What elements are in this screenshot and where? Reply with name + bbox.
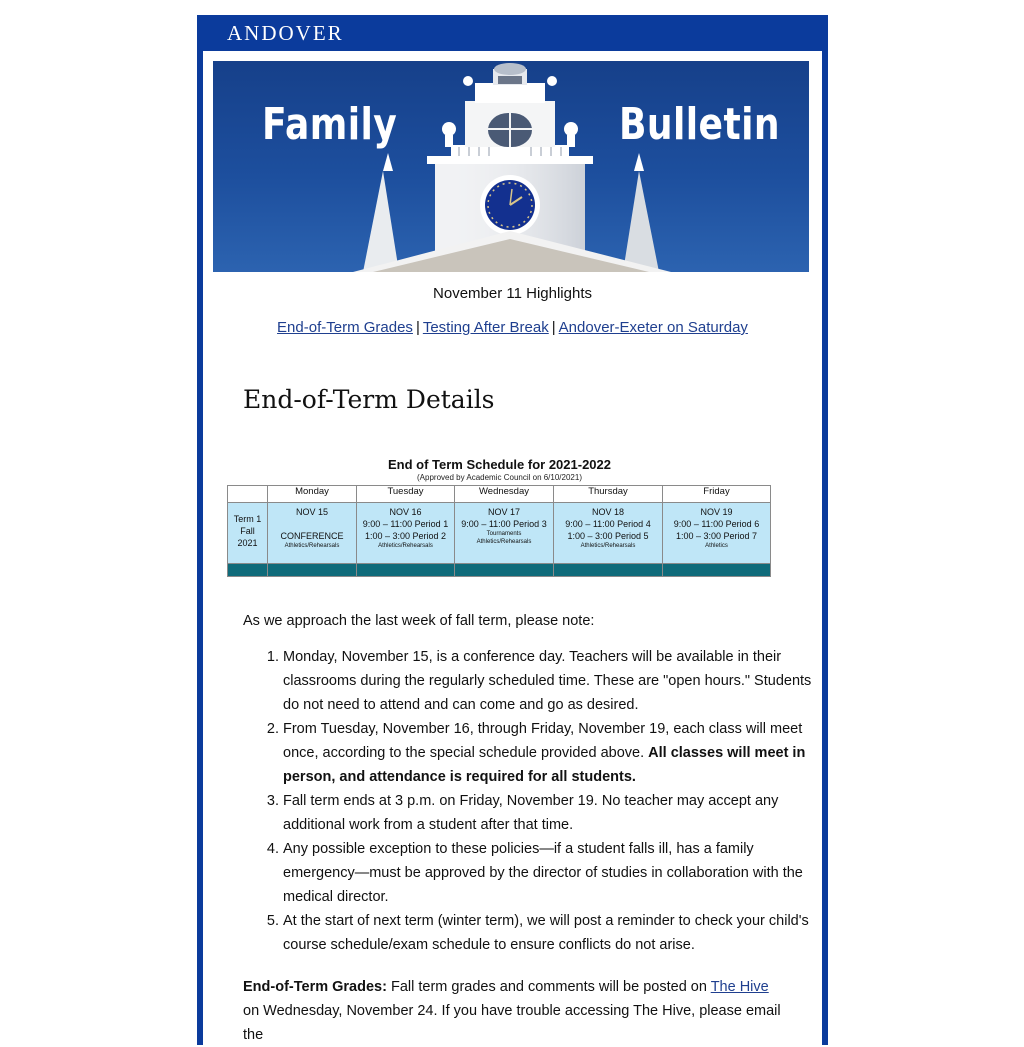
clock-tower-image (213, 61, 809, 272)
schedule-table (227, 485, 771, 577)
header-cell: Tuesday (357, 486, 455, 503)
header-cell: Friday (663, 486, 771, 503)
list-item: 2. From Tuesday, November 16, through Friday, November 19, each class will meet once, according to the special schedule provided above. All classes will meet in person, and attendance is required for all students. (283, 717, 828, 789)
section-title: End-of-Term Details (243, 385, 495, 414)
day-cell-wednesday: NOV 17 9:00 – 11:00 Period 3 Tournaments Athletics/Rehearsals (455, 503, 554, 564)
andover-logo: ANDOVER (227, 21, 344, 45)
schedule-image (227, 457, 772, 577)
header-cell: Thursday (554, 486, 663, 503)
link-testing-after-break[interactable]: Testing After Break (422, 319, 549, 336)
list-item: 3. Fall term ends at 3 p.m. on Friday, November 19. No teacher may accept any additional work from a student after that time. (283, 789, 828, 837)
list-item: 1. Monday, November 15, is a conference day. Teachers will be available in their classrooms during the regularly scheduled time. These are "open hours." Students do not need to attend and can come and go as desired. (283, 645, 828, 717)
header-cell: Monday (268, 486, 357, 503)
list-item: 5. At the start of next term (winter term), we will post a reminder to check your child's course schedule/exam schedule to ensure conflicts do not arise. (283, 909, 828, 957)
policy-list (243, 645, 828, 957)
term-label-cell: Term 1 Fall 2021 (228, 503, 268, 564)
list-item: 4. Any possible exception to these policies—if a student falls ill, has a family emergency—must be approved by the director of studies in collaboration with the medical director. (283, 837, 828, 909)
intro-paragraph: As we approach the last week of fall term, please note: (243, 613, 595, 629)
link-end-of-term-grades[interactable]: End-of-Term Grades (277, 319, 413, 336)
schedule-subtitle: (Approved by Academic Council on 6/10/2021) (417, 473, 582, 482)
day-cell-thursday: NOV 18 9:00 – 11:00 Period 4 1:00 – 3:00 Period 5 Athletics/Rehearsals (554, 503, 663, 564)
header-cell (228, 486, 268, 503)
header-cell: Wednesday (455, 486, 554, 503)
day-cell-monday: NOV 15 CONFERENCE Athletics/Rehearsals (268, 503, 357, 564)
link-separator: | (551, 319, 556, 336)
grades-label: End-of-Term Grades: (243, 979, 387, 995)
hero-title-bulletin: Bulletin (619, 99, 780, 150)
schedule-header-row (228, 486, 771, 503)
link-andover-exeter[interactable]: Andover-Exeter on Saturday (558, 319, 748, 336)
the-hive-link[interactable]: The Hive (710, 979, 769, 995)
grades-paragraph: End-of-Term Grades: Fall term grades and comments will be posted on The Hive on Wednesday, November 24. If you have trouble accessing The Hive, please email the (243, 979, 781, 1043)
link-separator: | (415, 319, 420, 336)
highlight-links (203, 319, 822, 336)
hero-banner (213, 61, 809, 272)
highlights-title: November 11 Highlights (433, 285, 592, 302)
newsletter-body (203, 51, 822, 1045)
newsletter-frame (197, 15, 828, 1045)
day-cell-friday: NOV 19 9:00 – 11:00 Period 6 1:00 – 3:00 Period 7 Athletics (663, 503, 771, 564)
day-cell-tuesday: NOV 16 9:00 – 11:00 Period 1 1:00 – 3:00 Period 2 Athletics/Rehearsals (357, 503, 455, 564)
schedule-footer-row (228, 564, 771, 577)
schedule-title: End of Term Schedule for 2021-2022 (388, 457, 611, 472)
hero-title-family: Family (262, 99, 398, 150)
schedule-row (228, 503, 771, 564)
